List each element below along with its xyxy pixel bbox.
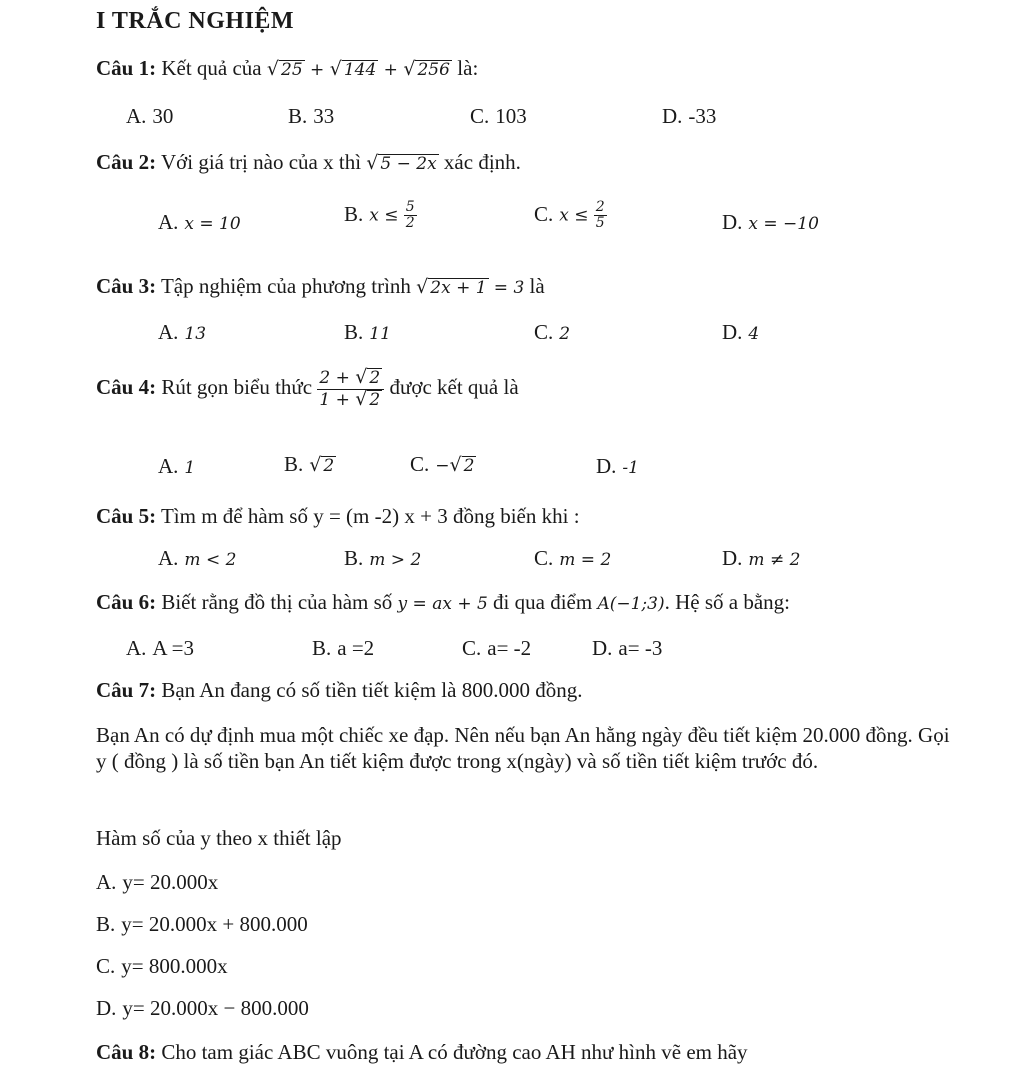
sqrt-256: √ 256 [403, 58, 450, 80]
q2-option-c[interactable]: C. x ≤ $\frac{2}{5}$ [534, 199, 605, 232]
section-title: I TRẮC NGHIỆM [96, 8, 295, 34]
question-2-label: Câu 2: [96, 150, 157, 174]
fraction-2-over-5: $\frac{2}{5}$ [595, 199, 605, 232]
q3-option-b[interactable]: B. 11 [344, 320, 391, 344]
question-3-label: Câu 3: [96, 274, 157, 298]
sqrt-25: √ 25 [266, 58, 303, 80]
q6-option-d[interactable]: D. a= -3 [592, 636, 663, 660]
question-4-label: Câu 4: [96, 374, 157, 399]
question-1-expression: √ 25 + √ 144 + √ 256 [266, 58, 450, 80]
q3-option-c[interactable]: C. 2 [534, 320, 571, 344]
question-7-label: Câu 7: [96, 678, 157, 702]
q5-option-b[interactable]: B. m > 2 [344, 546, 422, 570]
q5-option-c[interactable]: C. m = 2 [534, 546, 612, 570]
q1-option-b[interactable]: B. 33 [288, 104, 335, 128]
sqrt-2x-plus-1: √ 2x + 1 [416, 276, 487, 298]
question-2-end: xác định. [443, 150, 521, 174]
question-6-text: Biết rằng đồ thị của hàm số [161, 590, 393, 614]
q4-option-a[interactable]: A. 1 [158, 454, 196, 478]
q1-option-c[interactable]: C. 103 [470, 104, 527, 128]
question-6: Câu 6: Biết rằng đồ thị của hàm số y = ax + 5 đi qua điểm A(−1;3). Hệ số a bằng: [96, 590, 790, 614]
q7-option-a[interactable]: A. y= 20.000x [96, 870, 219, 894]
question-7-prompt: Hàm số của y theo x thiết lập [96, 826, 342, 850]
question-3-text: Tập nghiệm của phương trình [160, 274, 411, 298]
question-5-text: Tìm m để hàm số y = (m -2) x + 3 đồng biến khi : [160, 504, 580, 528]
question-7-text: Bạn An đang có số tiền tiết kiệm là 800.000 đồng. [161, 678, 583, 702]
sqrt-5-minus-2x: √ 5 − 2x [366, 152, 437, 174]
question-1-label: Câu 1: [96, 56, 157, 80]
question-5-label: Câu 5: [96, 504, 157, 528]
question-1 [96, 56, 478, 81]
question-7-paragraph: Bạn An có dự định mua một chiếc xe đạp. Nên nếu bạn An hằng ngày đều tiết kiệm 20.000 đồng. Gọi y ( đồng ) là số tiền bạn An tiết kiệm được trong x(ngày) và số tiền tiết kiệm trước đó. [96, 723, 950, 773]
q1-option-a[interactable]: A. 30 [126, 104, 174, 128]
q2-option-a[interactable]: A. x = 10 [158, 210, 241, 234]
question-1-end: là: [457, 56, 479, 80]
question-2 [96, 150, 521, 175]
sqrt-144: √ 144 [329, 58, 377, 80]
question-5 [96, 504, 580, 529]
question-3: Câu 3: Tập nghiệm của phương trình √ 2x + 1 = 3 là [96, 274, 545, 298]
question-3-end: là [529, 274, 545, 298]
question-2-text: Với giá trị nào của x thì [160, 150, 362, 174]
question-4-end: được kết quả là [389, 374, 519, 399]
q2-option-d[interactable]: D. x = −10 [722, 210, 819, 234]
question-8-text: Cho tam giác ABC vuông tại A có đường cao AH như hình vẽ em hãy [161, 1040, 748, 1064]
q6-option-a[interactable]: A. A =3 [126, 636, 195, 660]
q4-option-c[interactable]: C. − √ 2 [410, 452, 475, 476]
fraction-5-over-2: $\frac{5}{2}$ [405, 199, 415, 232]
q2-option-b[interactable]: B. x ≤ $\frac{5}{2}$ [344, 199, 415, 232]
q5-option-a[interactable]: A. m < 2 [158, 546, 237, 570]
q7-option-d[interactable]: D. y= 20.000x − 800.000 [96, 996, 309, 1020]
question-4-text: Rút gọn biểu thức [161, 374, 313, 399]
question-7 [96, 678, 582, 703]
q4-option-b[interactable]: B. √ 2 [284, 452, 335, 476]
q4-option-d[interactable]: D. -1 [596, 454, 639, 478]
q7-option-b[interactable]: B. y= 20.000x + 800.000 [96, 912, 308, 936]
q6-option-c[interactable]: C. a= -2 [462, 636, 532, 660]
q7-option-c[interactable]: C. y= 800.000x [96, 954, 228, 978]
q6-option-b[interactable]: B. a =2 [312, 636, 375, 660]
question-8 [96, 1040, 748, 1065]
question-6-label: Câu 6: [96, 590, 157, 614]
q5-option-d[interactable]: D. m ≠ 2 [722, 546, 801, 570]
question-1-text: Kết quả của [161, 56, 262, 80]
q3-option-d[interactable]: D. 4 [722, 320, 760, 344]
point-a: A(−1;3) [597, 594, 665, 614]
q3-option-a[interactable]: A. 13 [158, 320, 207, 344]
q1-option-d[interactable]: D. -33 [662, 104, 717, 128]
function-expression: y = ax + 5 [397, 594, 488, 614]
fraction-expression: 2 + √ 2 1 + √ 2 [317, 368, 384, 410]
question-8-label: Câu 8: [96, 1040, 157, 1064]
question-4 [96, 368, 519, 410]
